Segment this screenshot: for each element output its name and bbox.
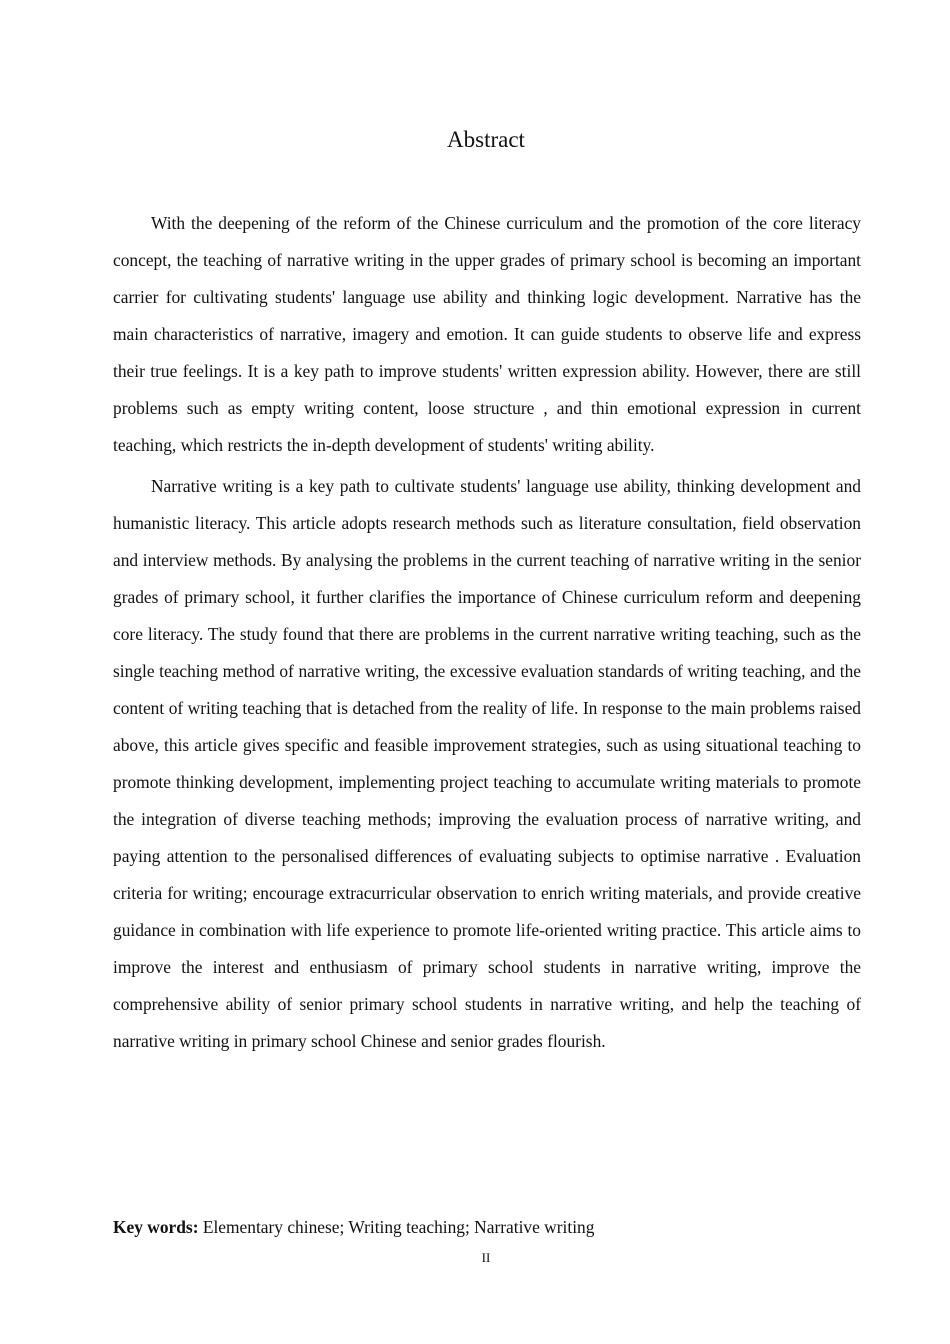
abstract-paragraph-2: Narrative writing is a key path to cultivate students' language use ability, thinking development and humanistic literacy. This article adopts research methods such as literature consultation, field observation and interview methods. By analysing the problems in the current teaching of narrative writing in the senior grades of primary school, it further clarifies the importance of Chinese curriculum reform and deepening core literacy. The study found that there are problems in the current narrative writing teaching, such as the single teaching method of narrative writing, the excessive evaluation standards of writing teaching, and the content of writing teaching that is detached from the reality of life. In response to the main problems raised above, this article gives specific and feasible improvement strategies, such as using situational teaching to promote thinking development, implementing project teaching to accumulate writing materials to promote the integration of diverse teaching methods; improving the evaluation process of narrative writing, and paying attention to the personalised differences of evaluating subjects to optimise narrative . Evaluation criteria for writing; encourage extracurricular observation to enrich writing materials, and provide creative guidance in combination with life experience to promote life-oriented writing practice. This article aims to improve the interest and enthusiasm of primary school students in narrative writing, improve the comprehensive ability of senior primary school students in narrative writing, and help the teaching of narrative writing in primary school Chinese and senior grades flourish. <box>113 476 861 1051</box>
abstract-paragraph-1: With the deepening of the reform of the Chinese curriculum and the promotion of the core literacy concept, the teaching of narrative writing in the upper grades of primary school is becoming an important carrier for cultivating students' language use ability and thinking logic development. Narrative has the main characteristics of narrative, imagery and emotion. It can guide students to observe life and express their true feelings. It is a key path to improve students' written expression ability. However, there are still problems such as empty writing content, loose structure , and thin emotional expression in current teaching, which restricts the in-depth development of students' writing ability. <box>113 213 861 455</box>
keywords-line <box>113 1212 861 1242</box>
keywords-text: Elementary chinese; Writing teaching; Narrative writing <box>202 1217 595 1237</box>
keywords-label: Key words: <box>113 1217 203 1237</box>
page-number: II <box>481 1250 491 1265</box>
abstract-body <box>113 205 861 1064</box>
abstract-title: Abstract <box>447 127 525 152</box>
